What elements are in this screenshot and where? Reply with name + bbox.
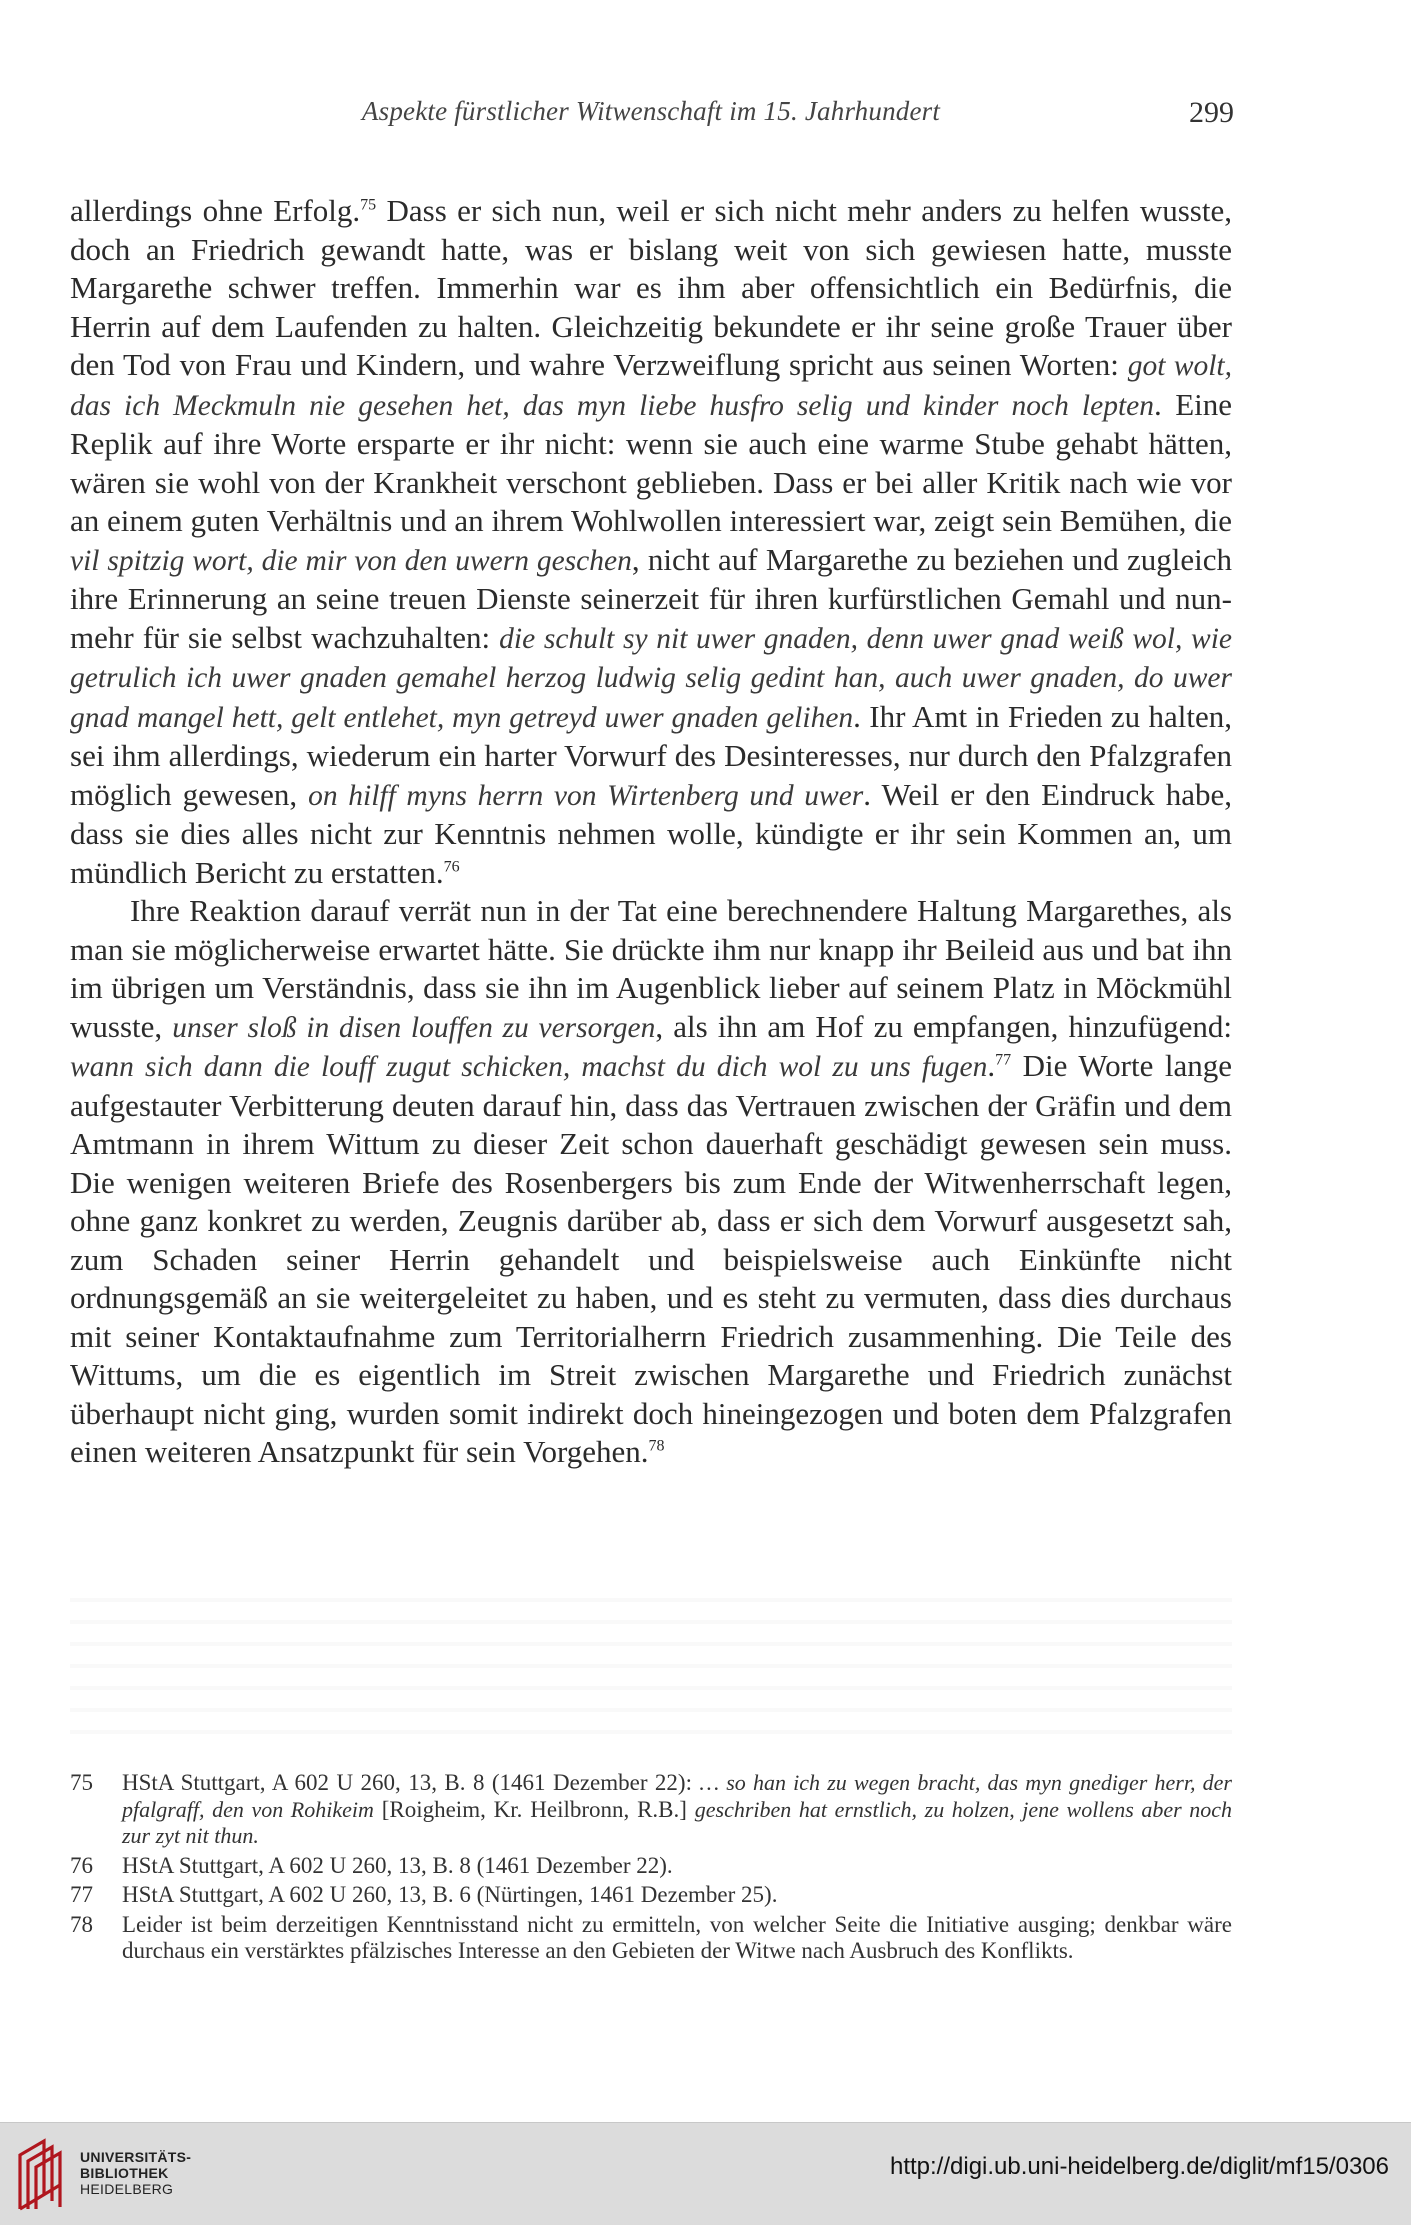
footnote-number: 75 bbox=[70, 1770, 93, 1795]
library-name bbox=[80, 2149, 191, 2197]
library-name-line: UNIVERSITÄTS- bbox=[80, 2149, 192, 2165]
source-url-link[interactable]: http://digi.ub.uni-heidelberg.de/diglit/mf15/0306 bbox=[889, 2153, 1389, 2180]
footnote-reference: 76 bbox=[443, 858, 460, 876]
quoted-source-text: got wolt, das ich Meckmuln nie gesehen het, das myn liebe husfro selig und kinder noch lepten bbox=[70, 350, 1233, 422]
paragraph bbox=[70, 192, 1232, 892]
text-run: . Ihr Amt in Frieden zu halten, sei ihm allerdings, wiederum ein harter Vorwurf des Desinteresses, nur durch den Pfalzgrafen möglich gewesen, bbox=[70, 698, 1232, 812]
quoted-source-text: … so han ich zu wegen bracht, das myn gnediger herr, der pfalgraff, den von Rohikeim bbox=[122, 1770, 1232, 1822]
text-run: . Eine Replik auf ihre Worte ersparte er ihr nicht: wenn sie auch eine warme Stube gehabt hätten, wären sie wohl von der Krankheit verschont geblieben. Dass er bei aller Kritik nach wie vor an einem guten Verhältnis und an ihrem Wohlwollen interessiert war, zeigt sein Bemühen, die bbox=[70, 386, 1232, 538]
library-name-line: HEIDELBERG bbox=[80, 2181, 174, 2197]
quoted-source-text: geschriben hat ernstlich, zu holzen, jene wollens aber noch zur zyt nit thun. bbox=[122, 1796, 1233, 1848]
text-run: , als ihn am Hof zu empfangen, hinzufügend: bbox=[655, 1008, 1233, 1044]
footnote-text bbox=[122, 1882, 777, 1907]
library-logo-icon bbox=[14, 2135, 70, 2217]
running-title: Aspekte fürstlicher Witwenschaft im 15. Jahrhundert bbox=[361, 96, 941, 126]
text-run: HStA Stuttgart, A 602 U 260, 13, B. 8 (1461 Dezember 22). bbox=[122, 1852, 673, 1878]
text-run: . Weil er den Eindruck habe, dass sie dies alles nicht zur Kenntnis nehmen wolle, kündigte er ihr sein Kommen an, um mündlich Bericht zu erstatten. bbox=[70, 776, 1233, 890]
digitization-footer bbox=[0, 2122, 1411, 2225]
footnote bbox=[70, 1882, 1232, 1909]
text-run: Dass er sich nun, weil er sich nicht mehr anders zu helfen wusste, doch an Friedrich gewandt hatte, was er bislang weit von sich gewiesen hatte, musste Margarethe schwer treffen. Immerhin war es ihm aber offensichtlich ein Bedürfnis, die Herrin auf dem Laufenden zu halten. Gleichzeitig bekundete er ihr seine große Trauer über den Tod von Frau und Kindern, und wahre Verzweiflung spricht aus seinen Worten: bbox=[70, 193, 1232, 382]
text-run: , nicht auf Margarethe zu beziehen und zugleich ihre Erinnerung an seine treuen Dienste seinerzeit für ihren kurfürstlichen Gemahl und nunmehr für sie selbst wachzuhalten: bbox=[70, 541, 1233, 655]
text-run: [Roigheim, Kr. Heilbronn, R.B.] bbox=[373, 1796, 695, 1822]
footnote bbox=[70, 1853, 1232, 1880]
footnote-number: 77 bbox=[70, 1882, 93, 1907]
page-number: 299 bbox=[1189, 96, 1234, 129]
footnotes bbox=[70, 1770, 1232, 1968]
footnote-reference: 75 bbox=[360, 196, 377, 214]
footnote-number: 78 bbox=[70, 1911, 93, 1937]
page-header bbox=[70, 96, 1232, 140]
show-through-shadow bbox=[70, 1580, 1232, 1750]
text-run: . bbox=[987, 1048, 996, 1083]
text-run: Die Worte lange aufgestauter Verbitterung deuten darauf hin, dass das Vertrauen zwischen der Gräfin und dem Amtmann in ihrem Wittum zu dieser Zeit schon dauerhaft geschädigt gewesen sein muss. Die wenigen weiteren Briefe des Rosenbergers bis zum Ende der Witwenherrschaft legen, ohne ganz konkret zu werden, Zeugnis darüber ab, dass er sich dem Vorwurf ausgesetzt sah, zum Schaden seiner Herrin gehandelt und beispielsweise auch Einkünfte nicht ordnungsgemäß an sie weitergeleitet zu haben, und es steht zu vermuten, dass dies durchaus mit seiner Kontaktaufnahme zum Territorialherrn Friedrich zusammenhing. Die Teile des Wittums, um die es eigentlich im Streit zwischen Margarethe und Friedrich zunächst überhaupt nicht ging, wurden somit indirekt doch hineingezogen und boten dem Pfalzgrafen einen weiteren Ansatzpunkt für sein Vorgehen. bbox=[70, 1048, 1232, 1469]
quoted-source-text: wann sich dann die louff zugut schicken, machst du dich wol zu uns fugen bbox=[70, 1051, 988, 1083]
library-name-line: BIBLIOTHEK bbox=[80, 2165, 169, 2181]
quoted-source-text: on hilff myns herrn von Wirtenberg und uwer bbox=[308, 779, 864, 812]
footnote-number: 76 bbox=[70, 1852, 93, 1878]
quoted-source-text: die schult sy nit uwer gnaden, denn uwer gnad weiß wol, wie getrulich ich uwer gnaden gemahel herzog ludwig selig gedint han, auch uwer gnaden, do uwer gnad mangel hett, gelt entlehet, myn getreyd uwer gnaden gelihen bbox=[70, 622, 1232, 734]
footnote-text bbox=[122, 1853, 673, 1878]
text-run: Leider ist beim derzeitigen Kenntnisstand nicht zu ermitteln, von welcher Seite die Initiative ausging; denkbar wäre durchaus ein verstärktes pfälzisches Interesse an den Gebieten der Witwe nach Ausbruch des Konflikts. bbox=[122, 1911, 1232, 1963]
footnote bbox=[70, 1770, 1232, 1850]
text-run: HStA Stuttgart, A 602 U 260, 13, B. 8 (1461 Dezember 22): bbox=[122, 1770, 700, 1795]
text-run: allerdings ohne Erfolg. bbox=[70, 193, 361, 228]
quoted-source-text: vil spitzig wort, die mir von den uwern geschen bbox=[70, 544, 632, 577]
footnote-text bbox=[122, 1912, 1232, 1964]
footnote-text bbox=[122, 1770, 1232, 1848]
body-text bbox=[70, 192, 1232, 1472]
footnote bbox=[70, 1912, 1232, 1965]
text-run: Ihre Reaktion darauf verrät nun in der Tat eine berechnendere Haltung Margarethes, als man sie möglicherweise erwartet hätte. Sie drückte ihm nur knapp ihr Beileid aus und bat ihn im übrigen um Verständnis, dass sie ihn im Augenblick lieber auf seinem Platz in Möckmühl wusste, bbox=[70, 893, 1232, 1044]
text-run: HStA Stuttgart, A 602 U 260, 13, B. 6 (Nürtingen, 1461 Dezember 25). bbox=[122, 1882, 778, 1907]
footnote-reference: 77 bbox=[995, 1051, 1012, 1069]
paragraph bbox=[70, 892, 1232, 1472]
quoted-source-text: unser sloß in disen louffen zu versorgen bbox=[172, 1011, 656, 1044]
footnote-reference: 78 bbox=[648, 1437, 665, 1455]
